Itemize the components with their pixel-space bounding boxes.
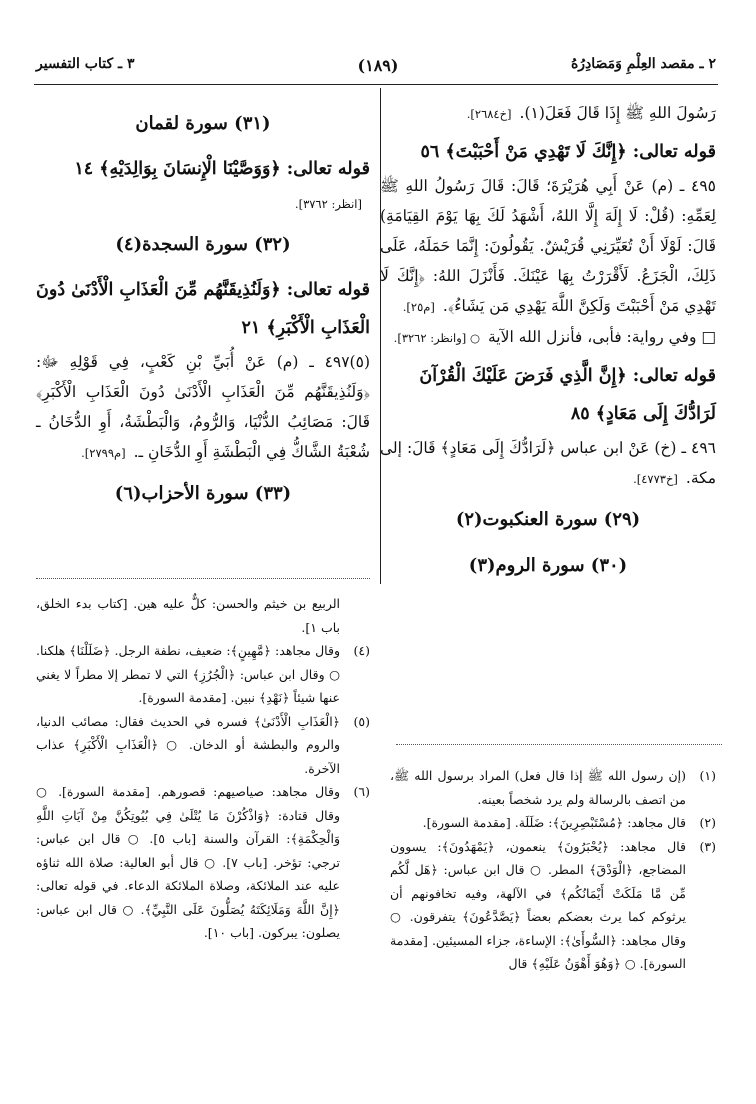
surah-heading: (٢٩) سورة العنكبوت(٢) bbox=[455, 509, 641, 530]
footnote bbox=[36, 780, 370, 945]
header-rule bbox=[34, 84, 718, 85]
footnote-text: الربيع بن خيثم والحسن: كلٌّ عليه هين. [كتاب بدء الخلق، باب ١]. bbox=[36, 596, 340, 635]
hadith-reference: [خ٤٧٧٣]. bbox=[633, 472, 678, 486]
footnotes-right bbox=[390, 764, 716, 976]
hadith-text: رَسُولَ اللهِ ﷺ إِذَا قَالَ فَعَلَ(١). bbox=[519, 104, 716, 122]
hadith-reference: ○ [وانظر: ٣٢٦٢]. bbox=[393, 331, 480, 345]
right-column bbox=[380, 98, 716, 592]
footnote-text: وقال مجاهد: صياصيهم: قصورهم. [مقدمة السورة]. ○ وقال قتادة: ﴿وَاذْكُرْنَ مَا يُتْلَىٰ فِي بُيُوتِكُنَّ مِنْ آيَاتِ اللَّهِ وَالْحِكْمَةِ﴾: القرآن والسنة [باب ٥]. ○ قال ابن عباس: ترجي: تؤخر. [باب ٧]. ○ قال أبو العالية: صلاة الله ثناؤه عليه عند الملائكة، وصلاة الملائكة الدعاء. في قوله تعالى: ﴿إِنَّ اللَّهَ وَمَلَائِكَتَهُ يُصَلُّونَ عَلَى النَّبِيِّ﴾. ○ قال ابن عباس: يصلون: يبركون. [باب ١٠]. bbox=[36, 784, 340, 940]
footnote-number: (٤) bbox=[353, 643, 370, 658]
footnote-text: وقال مجاهد: ﴿مَّهِينٍ﴾: ضعيف، نطفة الرجل. ﴿ضَلَلْنَا﴾ هلكنا. ○ وقال ابن عباس: ﴿الْجُرُزِ﴾ التي لا تمطر إلا مطراً لا يغني عنها شيئاً ﴿نَهْدِ﴾ نبين. [مقدمة السورة]. bbox=[36, 643, 340, 705]
surah-heading: (٣٣) سورة الأحزاب(٦) bbox=[114, 483, 292, 504]
footnote bbox=[36, 710, 370, 781]
footnote bbox=[36, 639, 370, 710]
footnote-text: (إن رسول الله ﷺ إذا قال فعل) المراد برسول الله ﷺ، من اتصف بالرسالة ولم يرد شخصاً بعينه. bbox=[390, 768, 686, 807]
footnote-number: (٦) bbox=[353, 784, 370, 799]
footnote-number bbox=[340, 592, 370, 639]
footnote-text: قال مجاهد: ﴿مُسْتَبْصِرِينَ﴾: ضَلَلَة. [مقدمة السورة]. bbox=[422, 815, 686, 830]
hadith-reference: [م٢٥]. bbox=[402, 300, 435, 314]
hadith-text: ٤٩٦ ـ (خ) عَنْ ابن عباس ﴿لَرَادُّكَ إِلَى مَعَادٍ﴾ قَالَ: إلى مكة. bbox=[380, 439, 716, 487]
footnote bbox=[390, 811, 716, 835]
surah-heading: (٣١) سورة لقمان bbox=[135, 113, 271, 134]
hadith-paragraph bbox=[380, 322, 716, 353]
hadith-reference: [انظر: ٣٧٦٢]. bbox=[294, 197, 362, 211]
verse-heading: قوله تعالى: ﴿إِنَّكَ لَا تَهْدِي مَنْ أَحْبَبْتَ﴾ ٥٦ bbox=[420, 142, 716, 162]
footnote-number: (٢) bbox=[699, 815, 716, 830]
footnote bbox=[390, 764, 716, 811]
surah-heading: (٣٢) سورة السجدة(٤) bbox=[115, 234, 291, 255]
verse-heading: قوله تعالى: ﴿وَوَصَّيْنَا الْإِنسَانَ بِوَالِدَيْهِ﴾ ١٤ bbox=[74, 159, 370, 179]
footnote-separator bbox=[396, 744, 722, 745]
hadith-paragraph bbox=[36, 188, 370, 219]
hadith-text: ٤٩٥ ـ (م) عَنْ أَبِي هُرَيْرَةَ؛ قَالَ: قَالَ رَسُولُ اللهِ ﷺ لِعَمِّهِ: (قُلْ: لَا إِلَهَ إِلَّا اللهُ، أَشْهَدُ لَكَ بِهَا يَوْمَ القِيَامَةِ) قَالَ: لَوْلَا أَنْ تُعَيِّرَنِي قُرَيْشٌ. يَقُولُونَ: إِنَّمَا حَمَلَهُ، عَلَى ذَلِكَ، الْجَزَعُ. لَأَقْرَرْتُ بِهَا عَيْنَكَ. فَأَنْزَلَ اللهُ: ﴿إِنَّكَ لَا تَهْدِي مَنْ أَحْبَبْتَ وَلَكِنَّ اللَّهَ يَهْدِي مَن يَشَاءُ﴾. bbox=[380, 177, 716, 315]
hadith-paragraph bbox=[380, 433, 716, 494]
hadith-paragraph bbox=[380, 171, 716, 322]
verse-heading: قوله تعالى: ﴿وَلَنُذِيقَنَّهُم مِّنَ الْعَذَابِ الْأَدْنَىٰ دُونَ الْعَذَابِ الْأَكْبَرِ﴾ ٢١ bbox=[36, 280, 370, 338]
hadith-text: (٥)٤٩٧ ـ (م) عَنْ أُبَيِّ بْنِ كَعْبٍ، فِي قَوْلِهِ ﷻ: ﴿وَلَنُذِيقَنَّهُم مِّنَ الْعَذَابِ الْأَدْنَىٰ دُونَ الْعَذَابِ الْأَكْبَرِ﴾ قَالَ: مَصَائِبُ الدُّنْيَا، وَالرُّومُ، وَالْبَطْشَةُ، أَوِ الدُّخَانُ ـ شُعْبَةُ الشَّاكُّ فِي الْبَطْشَةِ أَوِ الدُّخَانِ ـ. bbox=[36, 353, 370, 461]
hadith-paragraph bbox=[36, 347, 370, 468]
surah-heading: (٣٠) سورة الروم(٣) bbox=[468, 555, 628, 576]
hadith-reference: [م٢٧٩٩]. bbox=[81, 446, 126, 460]
left-column bbox=[36, 98, 370, 520]
footnote-text: قال مجاهد: ﴿يُحْبَرُونَ﴾ ينعمون، ﴿يَمْهَدُونَ﴾: يسوون المضاجع، ﴿الْوَدْقَ﴾ المطر. ○ قال ابن عباس: ﴿هَل لَّكُم مِّن مَّا مَلَكَتْ أَيْمَانُكُم﴾ في الآلهة، وفيه تخافونهم أن يرثوكم كما يرث بعضكم بعضاً ﴿يَصَّدَّعُونَ﴾ يتفرقون. ○ وقال مجاهد: ﴿السُّوأَىٰ﴾: الإساءة، جزاء المسيئين. [مقدمة السورة]. ○ ﴿وَهُوَ أَهْوَنُ عَلَيْهِ﴾ قال bbox=[390, 838, 686, 971]
footnote-number: (١) bbox=[699, 768, 716, 783]
footnote-number: (٥) bbox=[353, 713, 370, 729]
book-header: ٣ ـ كتاب التفسير bbox=[36, 56, 135, 72]
verse-heading: قوله تعالى: ﴿إِنَّ الَّذِي فَرَضَ عَلَيْكَ الْقُرْآنَ لَرَادُّكَ إِلَى مَعَادٍ﴾ ٨٥ bbox=[419, 366, 716, 424]
footnote-number: (٣) bbox=[699, 838, 716, 854]
footnote bbox=[390, 835, 716, 976]
footnote-text: ﴿الْعَذَابِ الْأَدْنَىٰ﴾ فسره في الحديث فقال: مصائب الدنيا، والروم والبطشة أو الدخان. ○ ﴿الْعَذَابِ الْأَكْبَرِ﴾ عذاب الآخرة. bbox=[36, 713, 340, 776]
footnote-separator bbox=[36, 578, 370, 579]
hadith-reference: [خ٢٦٨٤]. bbox=[466, 107, 512, 121]
footnotes-left bbox=[36, 592, 370, 945]
hadith-text: □ وفي رواية: فأبى، فأنزل الله الآية bbox=[487, 328, 716, 346]
chapter-header: ٢ ـ مقصد العِلْمِ وَمَصَادِرُهُ bbox=[570, 56, 716, 72]
page-number: (١٨٩) bbox=[357, 56, 399, 75]
footnote bbox=[36, 592, 370, 639]
hadith-paragraph bbox=[380, 98, 716, 129]
